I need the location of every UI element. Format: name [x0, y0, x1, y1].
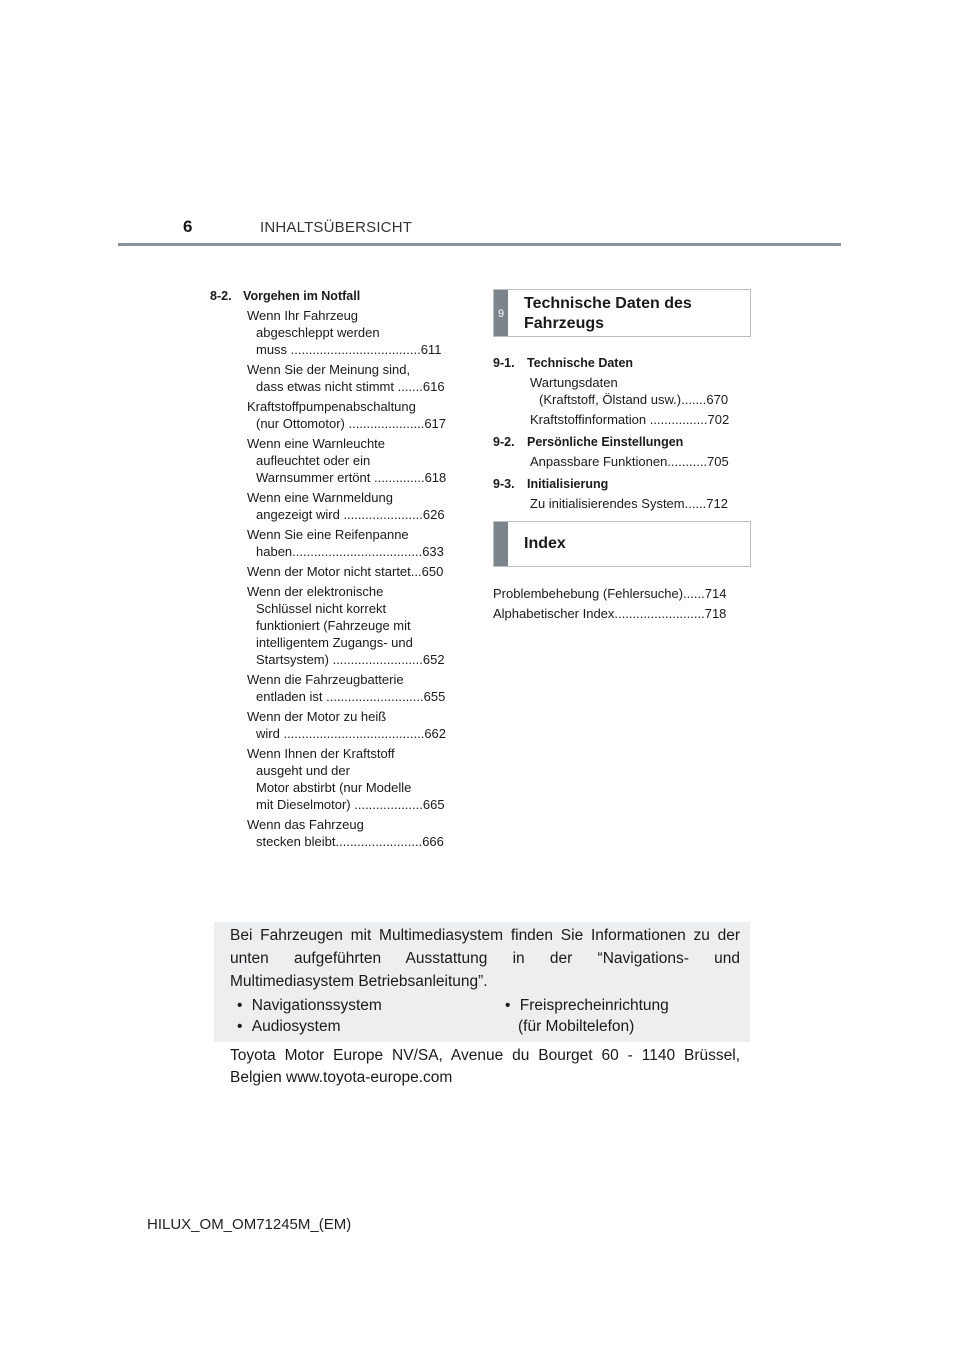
header-title: INHALTSÜBERSICHT [260, 219, 413, 236]
toc-entry-line: Wenn der elektronische [247, 584, 384, 599]
toc-entry-dots: ........................ [335, 834, 423, 849]
toc-entry-dots: ...................... [339, 507, 423, 522]
toc-entry-dots: ......................... [328, 652, 423, 667]
toc-entry-line: Wenn der Motor zu heiß [247, 709, 387, 724]
bullet-audio: • Audiosystem [237, 1018, 341, 1035]
chapter-title: Technische Daten des Fahrzeugs [524, 295, 692, 332]
toc-list-chapter8 [247, 307, 459, 850]
toc-entry[interactable] [247, 563, 459, 580]
toc-entry-line: Wenn Sie der Meinung sind, [247, 362, 411, 377]
toc-entry-page: 665 [422, 797, 445, 812]
toc-entry-line: funktioniert (Fahrzeuge mit [256, 618, 411, 633]
bullet-handsfree-note: (für Mobiltelefon) [518, 1018, 635, 1035]
toc-entry-dots: .............. [370, 470, 425, 485]
toc-entry-last: muss [256, 342, 288, 357]
toc-entry-line: Wenn eine Warnleuchte [247, 436, 386, 451]
toc-entry[interactable] [247, 307, 459, 358]
toc-entry-dots: ........................... [322, 689, 424, 704]
toc-entry-line: Wenn eine Warnmeldung [247, 490, 393, 505]
toc-entry-page: 633 [422, 544, 444, 559]
toc-entry-line: Wenn Ihr Fahrzeug [247, 308, 359, 323]
bullet-handsfree: • Freisprecheinrichtung [505, 997, 669, 1014]
toc-entry[interactable]: Anpassbare Funktionen...........705 [530, 454, 729, 469]
toc-entry-page: 617 [424, 416, 447, 431]
toc-entry[interactable] [247, 816, 459, 850]
chapter-9-header [493, 289, 751, 337]
toc-entry[interactable] [247, 398, 459, 432]
toc-entry-page: 616 [422, 379, 445, 394]
toc-entry-line: Schlüssel nicht korrekt [256, 601, 387, 616]
toc-entry-dots: .................................... [292, 544, 423, 559]
toc-entry-line: Motor abstirbt (nur Modelle [256, 780, 412, 795]
toc-entry-dots: ....... [394, 379, 423, 394]
toc-entry-last: entladen ist [256, 689, 323, 704]
toc-entry-dots: ................... [350, 797, 423, 812]
toc-entry[interactable]: Zu initialisierendes System......712 [530, 496, 728, 511]
toc-entry-last: Wenn der Motor nicht startet [247, 564, 411, 579]
chapter-tab: 9 [494, 290, 508, 336]
toc-entry[interactable] [247, 583, 459, 668]
page-number: 6 [183, 217, 193, 236]
toc-entry-line: Kraftstoffpumpenabschaltung [247, 399, 416, 414]
bullet-navigation: • Navigationssystem [237, 997, 382, 1014]
toc-entry-last: stecken bleibt [256, 834, 336, 849]
header-divider [118, 243, 841, 246]
section-title: Vorgehen im Notfall [243, 289, 361, 303]
toc-entry-line: Wenn Sie eine Reifenpanne [247, 527, 409, 542]
toc-entry-page: 611 [420, 342, 442, 357]
toc-entry-line: aufleuchtet oder ein [256, 453, 371, 468]
toc-entry-last: (nur Ottomotor) [256, 416, 345, 431]
section-number: 8-2. [210, 289, 232, 303]
index-title: Index [524, 535, 566, 552]
toc-entry-page: 626 [422, 507, 445, 522]
toc-entry[interactable] [247, 435, 459, 486]
toc-entry-line: Wenn Ihnen der Kraftstoff [247, 746, 395, 761]
info-text: Bei Fahrzeugen mit Multimediasystem finden Sie Informationen zu der unten aufgeführten Ausstattung in der “Navigations- und Multimediasystem Betriebsanleitung”. [230, 927, 740, 990]
toc-entry-last: Startsystem) [256, 652, 329, 667]
toc-entry-last: angezeigt wird [256, 507, 340, 522]
toc-entry-page: 650 [421, 564, 444, 579]
section-9-2: 9-2. Persönliche Einstellungen [493, 435, 684, 449]
toc-entry-dots: ... [410, 564, 422, 579]
section-9-3: 9-3. Initialisierung [493, 477, 609, 491]
toc-entry-last: haben [256, 544, 293, 559]
section-8-2 [210, 288, 460, 305]
toc-entry-page: 655 [423, 689, 446, 704]
toc-entry-last: dass etwas nicht stimmt [256, 379, 394, 394]
toc-entry[interactable] [247, 489, 459, 523]
publisher-address: Toyota Motor Europe NV/SA, Avenue du Bourget 60 - 1140 Brüssel, Belgien www.toyota-europe.com [230, 1047, 740, 1086]
toc-entry-line: intelligentem Zugangs- und [256, 635, 413, 650]
toc-entry-dots: ..................... [344, 416, 425, 431]
toc-entry-page: 662 [424, 726, 447, 741]
toc-entry[interactable] [247, 526, 459, 560]
toc-entry[interactable]: Problembehebung (Fehlersuche)......714 [493, 586, 727, 601]
toc-entry-dots: ....................................... [279, 726, 425, 741]
toc-entry[interactable]: Wartungsdaten (Kraftstoff, Ölstand usw.).......670 [530, 375, 729, 407]
toc-entry[interactable] [247, 671, 459, 705]
toc-entry-dots: .................................... [287, 342, 421, 357]
toc-entry[interactable] [247, 361, 459, 395]
toc-entry-line: Wenn die Fahrzeugbatterie [247, 672, 404, 687]
toc-entry-last: Warnsummer ertönt [256, 470, 371, 485]
toc-entry-last: wird [256, 726, 280, 741]
toc-entry-page: 618 [424, 470, 447, 485]
toc-entry-line: Wenn das Fahrzeug [247, 817, 364, 832]
toc-entry-line: ausgeht und der [256, 763, 350, 778]
toc-entry-page: 666 [422, 834, 444, 849]
toc-entry-page: 652 [422, 652, 445, 667]
toc-entry-last: mit Dieselmotor) [256, 797, 351, 812]
chapter-tab [494, 522, 508, 566]
toc-entry[interactable]: Kraftstoffinformation ................702 [530, 412, 730, 427]
toc-entry[interactable] [247, 745, 459, 813]
section-9-1: 9-1. Technische Daten [493, 356, 634, 370]
document-id: HILUX_OM_OM71245M_(EM) [147, 1216, 352, 1233]
toc-entry-line: abgeschleppt werden [256, 325, 380, 340]
toc-entry[interactable]: Alphabetischer Index.........................718 [493, 606, 727, 621]
index-header [493, 521, 751, 567]
toc-entry[interactable] [247, 708, 459, 742]
